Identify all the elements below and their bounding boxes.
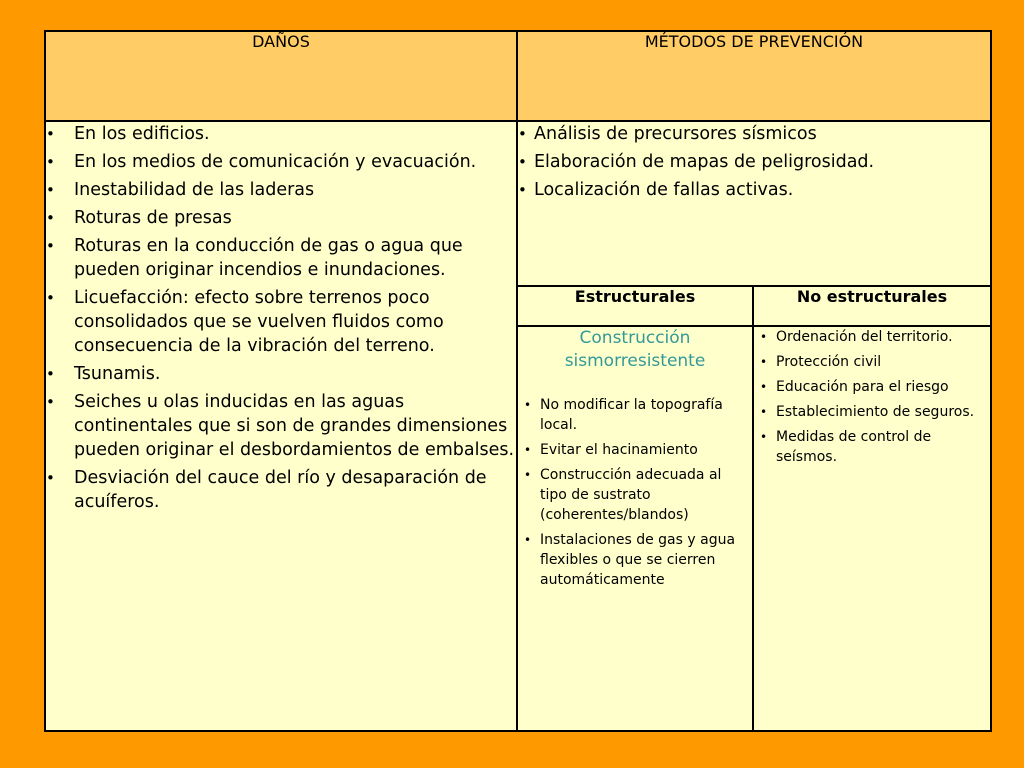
list-item: • Elaboración de mapas de peligrosidad. (518, 150, 990, 174)
danos-cell (45, 121, 517, 731)
list-item: • En los medios de comunicación y evacuación. (46, 150, 516, 174)
metodos-cell (517, 121, 991, 286)
estructurales-list (518, 395, 752, 590)
list-item: • No modificar la topografía local. (518, 395, 752, 435)
list-item: • Instalaciones de gas y agua flexibles o que se cierren automáticamente (518, 530, 752, 590)
estructurales-title: Construcción sismorresistente (564, 328, 706, 371)
list-item: • Inestabilidad de las laderas (46, 178, 516, 202)
list-item: • Protección civil (754, 352, 990, 372)
list-item: • Educación para el riesgo (754, 377, 990, 397)
estructurales-cell (517, 326, 753, 731)
list-item: • Establecimiento de seguros. (754, 402, 990, 422)
header-danos: DAÑOS (45, 31, 517, 121)
header-metodos: MÉTODOS DE PREVENCIÓN (517, 31, 991, 121)
list-item: • Evitar el hacinamiento (518, 440, 752, 460)
danos-list (46, 122, 516, 514)
header-no-estructurales: No estructurales (753, 286, 991, 326)
list-item: • Localización de fallas activas. (518, 178, 990, 202)
prevention-table (44, 30, 992, 732)
metodos-list (518, 122, 990, 202)
list-item: • Seiches u olas inducidas en las aguas continentales que si son de grandes dimensiones pueden originar el desbordamientos de embalses. (46, 390, 516, 462)
list-item: • Desviación del cauce del río y desaparación de acuíferos. (46, 466, 516, 514)
list-item: • Construcción adecuada al tipo de sustrato (coherentes/blandos) (518, 465, 752, 525)
no-estructurales-cell (753, 326, 991, 731)
list-item: • Medidas de control de seísmos. (754, 427, 990, 467)
no-estructurales-list (754, 327, 990, 467)
list-item: • Ordenación del territorio. (754, 327, 990, 347)
list-item: • Roturas en la conducción de gas o agua que pueden originar incendios e inundaciones. (46, 234, 516, 282)
list-item: • Tsunamis. (46, 362, 516, 386)
list-item: • Análisis de precursores sísmicos (518, 122, 990, 146)
header-estructurales: Estructurales (517, 286, 753, 326)
list-item: • En los edificios. (46, 122, 516, 146)
list-item: • Licuefacción: efecto sobre terrenos poco consolidados que se vuelven fluidos como consecuencia de la vibración del terreno. (46, 286, 516, 358)
list-item: • Roturas de presas (46, 206, 516, 230)
